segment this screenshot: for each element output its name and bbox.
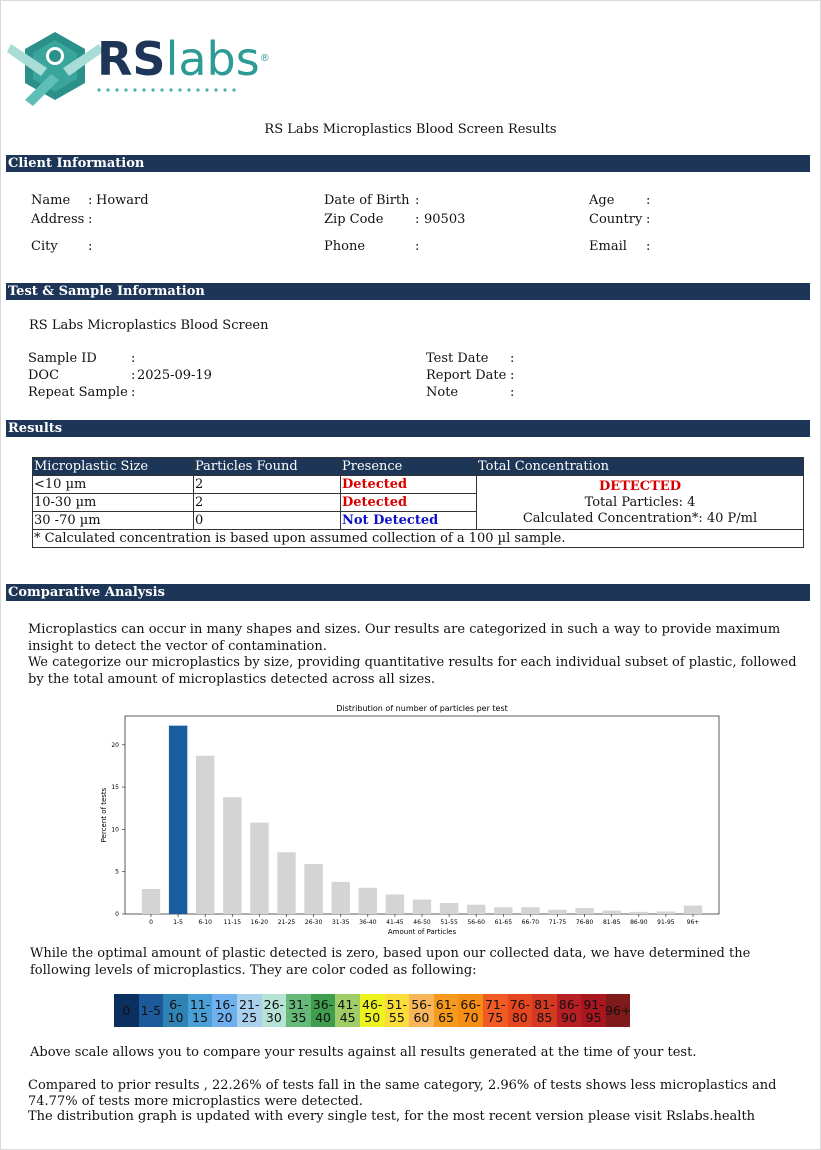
found-cell: 2 — [194, 476, 341, 494]
x-axis-label: Amount of Particles — [387, 928, 457, 936]
zip-colon: : — [415, 212, 420, 227]
x-tick-label: 16-20 — [250, 919, 269, 926]
test-name: RS Labs Microplastics Blood Screen — [29, 318, 269, 333]
scale-swatch-71-75: 71-75 — [483, 994, 508, 1027]
x-tick-label: 71-75 — [548, 919, 567, 926]
phone-label: Phone — [324, 239, 366, 254]
scale-swatch-26-30: 26-30 — [262, 994, 287, 1027]
x-tick-label: 6-10 — [198, 919, 213, 926]
address-label: Address — [31, 212, 85, 227]
scale-swatch-81-85: 81-85 — [532, 994, 557, 1027]
total-status: DETECTED — [599, 478, 681, 494]
x-tick-label: 26-30 — [304, 919, 323, 926]
bar-41-45 — [386, 895, 404, 914]
bar-86-90 — [630, 912, 648, 914]
note-colon: : — [510, 385, 515, 400]
bar-81-85 — [602, 911, 620, 914]
email-colon: : — [646, 239, 651, 254]
comparative-heading: Comparative Analysis — [6, 584, 810, 601]
results-table — [32, 457, 804, 548]
col-header-size: Microplastic Size — [33, 458, 194, 476]
scale-swatch-86-90: 86-90 — [557, 994, 582, 1027]
scale-swatch-21-25: 21-25 — [237, 994, 262, 1027]
x-tick-label: 0 — [149, 919, 153, 926]
bar-21-25 — [277, 852, 295, 914]
scale-swatch-66-70: 66-70 — [458, 994, 483, 1027]
bar-11-15 — [223, 797, 241, 914]
total-concentration-cell — [477, 476, 804, 530]
comparative-intro — [28, 622, 813, 688]
repeat-label: Repeat Sample — [28, 385, 128, 400]
x-axis-ticks — [149, 914, 699, 926]
sample-id-colon: : — [131, 351, 136, 366]
bar-91-95 — [657, 911, 675, 914]
scale-swatch-46-50: 46-50 — [360, 994, 385, 1027]
scale-swatch-51-55: 51-55 — [385, 994, 410, 1027]
comparative-para-1: Microplastics can occur in many shapes and sizes. Our results are categorized in such a way to provide maximum insight to detect the vector of contamination. — [28, 622, 781, 654]
logo-brand-bold: RS — [97, 32, 166, 86]
x-tick-label: 1-5 — [173, 919, 184, 926]
logo-registered: ® — [259, 53, 270, 64]
comparison-summary — [28, 1078, 813, 1125]
bar-26-30 — [304, 864, 322, 914]
table-row — [33, 476, 804, 494]
client-info-heading: Client Information — [6, 155, 810, 172]
x-tick-label: 51-55 — [440, 919, 458, 926]
bars — [142, 726, 702, 914]
address-colon: : — [88, 212, 93, 227]
x-tick-label: 66-70 — [521, 919, 540, 926]
scale-swatch-91-95: 91-95 — [581, 994, 606, 1027]
found-cell: 2 — [194, 494, 341, 512]
scale-swatch-41-45: 41-45 — [335, 994, 360, 1027]
bar-56-60 — [467, 905, 485, 914]
update-note: The distribution graph is updated with every single test, for the most recent version please visit Rslabs.health — [28, 1109, 756, 1124]
scale-swatch-11-15: 11-15 — [188, 994, 213, 1027]
zip-label: Zip Code — [324, 212, 384, 227]
x-tick-label: 61-65 — [494, 919, 513, 926]
y-tick-label: 0 — [115, 911, 119, 918]
chart-title: Distribution of number of particles per test — [336, 704, 508, 713]
doc-label: DOC — [28, 368, 60, 383]
scale-swatch-61-65: 61-65 — [434, 994, 459, 1027]
y-tick-label: 20 — [111, 741, 119, 749]
x-tick-label: 36-40 — [359, 919, 377, 926]
bar-71-75 — [548, 910, 566, 914]
bar-46-50 — [413, 900, 431, 914]
results-header-row — [33, 458, 804, 476]
report-date-colon: : — [510, 368, 515, 383]
x-tick-label: 21-25 — [277, 919, 296, 926]
name-label: Name — [31, 193, 71, 208]
bar-1-5 — [169, 726, 187, 914]
dob-colon: : — [415, 193, 420, 208]
age-colon: : — [646, 193, 651, 208]
footnote-row — [33, 530, 804, 548]
x-tick-label: 96+ — [686, 919, 700, 926]
scale-swatch-0: 0 — [114, 994, 139, 1027]
x-tick-label: 86-90 — [630, 919, 648, 926]
bar-31-35 — [331, 882, 349, 914]
scale-swatch-76-80: 76-80 — [508, 994, 533, 1027]
bar-36-40 — [359, 888, 377, 914]
x-tick-label: 81-85 — [602, 919, 621, 926]
country-colon: : — [646, 212, 651, 227]
comparative-para-2: We categorize our microplastics by size, providing quantitative results for each individual subset of plastic, followed by the total amount of microplastics detected across all sizes. — [28, 655, 797, 687]
zip-value: 90503 — [424, 212, 466, 227]
bar-51-55 — [440, 903, 458, 914]
city-colon: : — [88, 239, 93, 254]
age-label: Age — [589, 193, 615, 208]
bar-0 — [142, 889, 160, 914]
note-label: Note — [426, 385, 459, 400]
col-header-concentration: Total Concentration — [477, 458, 804, 476]
scale-swatch-31-35: 31-35 — [286, 994, 311, 1027]
country-label: Country — [589, 212, 643, 227]
results-heading: Results — [6, 420, 810, 437]
doc-value: 2025-09-19 — [137, 368, 212, 383]
col-header-presence: Presence — [341, 458, 477, 476]
rslabs-logo — [5, 24, 270, 114]
y-tick-label: 5 — [115, 868, 119, 876]
report-date-label: Report Date — [426, 368, 507, 383]
y-tick-label: 10 — [111, 826, 119, 834]
bar-76-80 — [575, 908, 593, 914]
x-tick-label: 76-80 — [575, 919, 594, 926]
y-axis-ticks — [111, 742, 125, 918]
doc-colon: : — [131, 368, 136, 383]
sample-info-heading: Test & Sample Information — [6, 283, 810, 300]
scale-swatch-6-10: 6-10 — [163, 994, 188, 1027]
x-tick-label: 31-35 — [331, 919, 350, 926]
bar-61-65 — [494, 907, 512, 914]
presence-cell: Detected — [341, 476, 477, 494]
y-axis-label: Percent of tests — [100, 787, 108, 843]
name-colon: : — [88, 193, 93, 208]
phone-colon: : — [415, 239, 420, 254]
repeat-colon: : — [131, 385, 136, 400]
scale-swatch-56-60: 56-60 — [409, 994, 434, 1027]
color-scale — [114, 994, 630, 1027]
bar-96+ — [684, 906, 702, 914]
email-label: Email — [589, 239, 627, 254]
levels-intro: While the optimal amount of plastic detected is zero, based upon our collected data, we have determined the following levels of microplastics. They are color coded as following: — [30, 946, 751, 978]
bar-6-10 — [196, 756, 214, 914]
distribution-chart — [96, 700, 726, 940]
name-value: Howard — [96, 193, 149, 208]
scale-swatch-36-40: 36-40 — [311, 994, 336, 1027]
footnote: * Calculated concentration is based upon assumed collection of a 100 µl sample. — [33, 530, 804, 548]
dob-label: Date of Birth — [324, 193, 410, 208]
test-date-colon: : — [510, 351, 515, 366]
size-cell: <10 µm — [33, 476, 194, 494]
calculated-concentration: Calculated Concentration*: 40 P/ml — [522, 510, 758, 526]
x-tick-label: 46-50 — [413, 919, 431, 926]
city-label: City — [31, 239, 58, 254]
scale-note: Above scale allows you to compare your results against all results generated at the time of your test. — [30, 1045, 697, 1060]
size-cell: 10-30 µm — [33, 494, 194, 512]
col-header-found: Particles Found — [194, 458, 341, 476]
presence-cell: Detected — [341, 494, 477, 512]
scale-swatch-16-20: 16-20 — [212, 994, 237, 1027]
total-particles: Total Particles: 4 — [584, 494, 696, 510]
x-tick-label: 91-95 — [657, 919, 675, 926]
x-tick-label: 11-15 — [223, 919, 242, 926]
found-cell: 0 — [194, 512, 341, 530]
comparison-text: Compared to prior results , 22.26% of tests fall in the same category, 2.96% of tests shows less microplastics and 74.77% of tests more microplastics were detected. — [28, 1078, 777, 1109]
scale-swatch-96+: 96+ — [606, 994, 631, 1027]
size-cell: 30 -70 µm — [33, 512, 194, 530]
x-tick-label: 41-45 — [386, 919, 404, 926]
bar-16-20 — [250, 823, 268, 914]
test-date-label: Test Date — [426, 351, 489, 366]
scale-swatch-1-5: 1-5 — [139, 994, 164, 1027]
bar-66-70 — [521, 907, 539, 914]
sample-id-label: Sample ID — [28, 351, 97, 366]
report-title: RS Labs Microplastics Blood Screen Results — [264, 122, 557, 137]
logo-brand-light: labs — [165, 32, 260, 86]
x-tick-label: 56-60 — [467, 919, 485, 926]
presence-cell: Not Detected — [341, 512, 477, 530]
y-tick-label: 15 — [111, 784, 119, 792]
